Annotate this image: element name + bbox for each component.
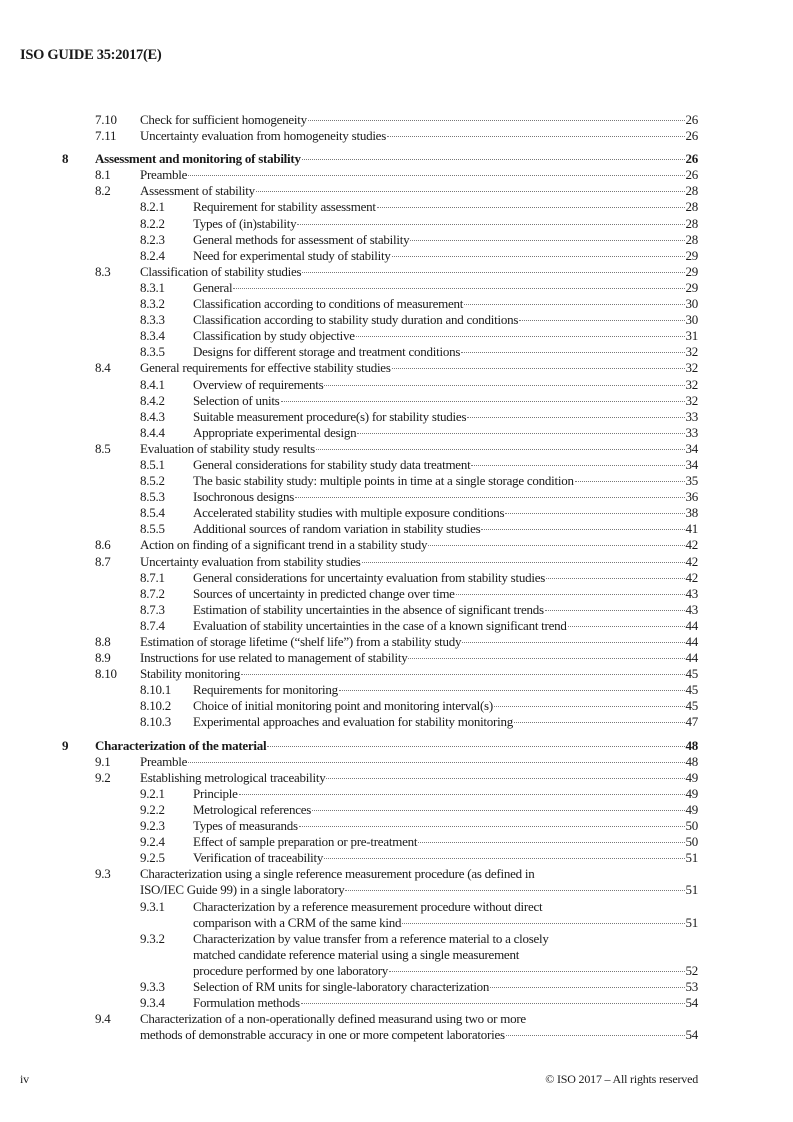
toc-entry[interactable] (0, 344, 793, 360)
toc-entry-number: 8.9 (95, 650, 111, 666)
toc-entry-number: 8.7 (95, 553, 111, 569)
toc-entry-page[interactable]: 29 (685, 279, 698, 295)
toc-entry[interactable] (0, 473, 793, 489)
toc-entry-title[interactable]: matched candidate reference material using a single measurement (193, 946, 520, 962)
toc-entry-page[interactable]: 35 (685, 473, 698, 489)
dot-leader (568, 626, 685, 627)
dot-leader (312, 810, 684, 811)
toc-entry-number: 9.3.3 (140, 978, 165, 994)
toc-entry[interactable] (0, 360, 793, 376)
toc-entry[interactable] (0, 818, 793, 834)
toc-entry-number: 8.3.3 (140, 312, 165, 328)
dot-leader (188, 762, 684, 763)
toc-entry[interactable] (0, 441, 793, 457)
toc-entry-number: 8.5.4 (140, 505, 165, 521)
dot-leader (281, 401, 685, 402)
footer-copyright: © ISO 2017 – All rights reserved (545, 1072, 698, 1086)
dot-leader (241, 674, 684, 675)
toc-entry-title[interactable]: Types of measurands (193, 818, 298, 834)
dot-leader (545, 610, 685, 611)
toc-entry-number: 8.3 (95, 263, 111, 279)
toc-entry-continuation[interactable] (0, 915, 793, 931)
dot-leader (490, 987, 684, 988)
toc-entry-number: 8.5.2 (140, 473, 165, 489)
toc-entry-number: 8.4.3 (140, 408, 165, 424)
toc-entry[interactable] (0, 618, 793, 634)
dot-leader (408, 658, 684, 659)
toc-entry-page[interactable]: 32 (685, 376, 698, 392)
toc-entry[interactable] (0, 216, 793, 232)
toc-entry-number: 8.7.3 (140, 601, 165, 617)
dot-leader (324, 385, 684, 386)
toc-entry-title[interactable]: Assessment and monitoring of stability (95, 151, 301, 167)
toc-entry-title[interactable]: Establishing metrological traceability (140, 769, 326, 785)
toc-entry-page[interactable]: 42 (685, 569, 698, 585)
toc-entry[interactable] (0, 457, 793, 473)
toc-entry-number: 9.1 (95, 753, 111, 769)
toc-entry-title[interactable]: Action on finding of a significant trend in a stability study (140, 537, 428, 553)
toc-entry-title[interactable]: Characterization of the material (95, 737, 267, 753)
dot-leader (494, 706, 685, 707)
toc-entry-page[interactable]: 30 (685, 296, 698, 312)
toc-entry-title[interactable]: Choice of initial monitoring point and monitoring interval(s) (193, 698, 493, 714)
toc-entry-page[interactable]: 44 (685, 617, 698, 633)
toc-entry-number: 9.3.4 (140, 995, 165, 1011)
toc-entry-page[interactable]: 51 (685, 914, 698, 930)
toc-entry-page[interactable]: 47 (685, 714, 698, 730)
dot-leader (428, 545, 684, 546)
dot-leader (356, 336, 685, 337)
toc-entry-page[interactable]: 30 (685, 312, 698, 328)
toc-entry-page[interactable]: 34 (685, 456, 698, 472)
dot-leader (377, 207, 685, 208)
toc-entry-page[interactable]: 32 (685, 360, 698, 376)
toc-entry-number: 9.4 (95, 1011, 111, 1027)
toc-entry-page[interactable]: 54 (685, 995, 698, 1011)
toc-entry-title[interactable]: Preamble (140, 753, 188, 769)
toc-entry-page[interactable]: 32 (685, 344, 698, 360)
toc-entry-title[interactable]: Characterization by value transfer from a reference material to a closely (193, 930, 549, 946)
toc-entry-continuation[interactable] (0, 963, 793, 979)
dot-leader (301, 1003, 685, 1004)
toc-entry[interactable] (0, 570, 793, 586)
toc-entry-page[interactable]: 28 (685, 215, 698, 231)
toc-entry-title[interactable]: Classification of stability studies (140, 263, 302, 279)
dot-leader (299, 826, 685, 827)
toc-entry[interactable] (0, 151, 793, 167)
toc-entry-title[interactable]: General considerations for stability study data treatment (193, 456, 471, 472)
dot-leader (392, 256, 685, 257)
toc-entry-page[interactable]: 34 (685, 440, 698, 456)
toc-entry-number: 8.10.2 (140, 698, 171, 714)
toc-entry-number: 9.2.3 (140, 818, 165, 834)
toc-entry-number: 8.2.3 (140, 231, 165, 247)
toc-entry-page[interactable]: 33 (685, 424, 698, 440)
toc-entry-title[interactable]: Classification according to stability study duration and conditions (193, 312, 519, 328)
toc-entry-title[interactable]: Evaluation of stability study results (140, 440, 315, 456)
toc-entry[interactable] (0, 128, 793, 144)
toc-entry-number: 8.4.1 (140, 376, 165, 392)
toc-entry-title[interactable]: The basic stability study: multiple points in time at a single storage condition (193, 473, 574, 489)
toc-entry-title[interactable]: General requirements for effective stability studies (140, 360, 391, 376)
toc-entry-title[interactable]: Effect of sample preparation or pre-treatment (193, 834, 418, 850)
toc-entry[interactable] (0, 931, 793, 947)
toc-entry-title[interactable]: Classification by study objective (193, 328, 355, 344)
toc-entry-number: 7.11 (95, 128, 117, 144)
dot-leader (295, 497, 684, 498)
toc-entry-number: 8.2.2 (140, 215, 165, 231)
toc-entry[interactable] (0, 682, 793, 698)
toc-entry-page[interactable]: 48 (685, 737, 698, 753)
toc-entry-title[interactable]: Appropriate experimental design (193, 424, 357, 440)
dot-leader (302, 159, 685, 160)
toc-entry-number: 8.2.4 (140, 247, 165, 263)
toc-entry-page[interactable]: 44 (685, 634, 698, 649)
toc-entry-number: 8.7.4 (140, 617, 165, 633)
toc-entry-page[interactable]: 41 (685, 521, 698, 537)
toc-entry-page[interactable]: 28 (685, 199, 698, 215)
toc-entry-page[interactable]: 42 (685, 537, 698, 553)
dot-leader (462, 642, 684, 643)
toc-entry-page[interactable]: 29 (685, 247, 698, 263)
toc-entry[interactable] (0, 489, 793, 505)
toc-entry[interactable] (0, 650, 793, 666)
toc-entry[interactable] (0, 1011, 793, 1027)
toc-entry-number: 8.7.2 (140, 585, 165, 601)
toc-entry-title[interactable]: Designs for different storage and treatment conditions (193, 344, 461, 360)
dot-leader (362, 562, 685, 563)
dot-leader (471, 465, 684, 466)
toc-entry-title[interactable]: Requirement for stability assessment (193, 199, 376, 215)
toc-entry[interactable] (0, 979, 793, 995)
toc-entry-title[interactable]: Experimental approaches and evaluation for stability monitoring (193, 714, 513, 730)
toc-entry-title[interactable]: Preamble (140, 167, 188, 183)
toc-entry-title[interactable]: Accelerated stability studies with multiple exposure conditions (193, 505, 505, 521)
toc-entry[interactable] (0, 714, 793, 730)
toc-entry-number: 8.4.2 (140, 392, 165, 408)
toc-entry[interactable] (0, 754, 793, 770)
toc-entry-page[interactable]: 29 (685, 263, 698, 279)
toc-entry[interactable] (0, 183, 793, 199)
toc-entry-page[interactable]: 43 (685, 585, 698, 601)
document-header-title: ISO GUIDE 35:2017(E) (20, 47, 162, 63)
dot-leader (256, 191, 685, 192)
toc-entry[interactable] (0, 786, 793, 802)
dot-leader (389, 971, 684, 972)
toc-entry-title[interactable]: procedure performed by one laboratory (193, 962, 389, 978)
toc-entry-number: 8.5 (95, 440, 111, 456)
dot-leader (302, 272, 684, 273)
toc-entry-page[interactable]: 26 (685, 112, 698, 127)
toc-entry-number: 8.3.4 (140, 328, 165, 344)
toc-entry-page[interactable]: 38 (685, 505, 698, 521)
toc-entry[interactable] (0, 899, 793, 915)
toc-entry[interactable] (0, 738, 793, 754)
dot-leader (402, 923, 684, 924)
toc-entry-page[interactable]: 50 (685, 834, 698, 850)
toc-entry-title[interactable]: Isochronous designs (193, 489, 295, 505)
dot-leader (387, 136, 684, 137)
toc-entry[interactable] (0, 296, 793, 312)
dot-leader (519, 320, 684, 321)
toc-entry[interactable] (0, 409, 793, 425)
toc-entry-number: 8.5.1 (140, 456, 165, 472)
dot-leader (505, 513, 684, 514)
toc-entry-title[interactable]: Overview of requirements (193, 376, 324, 392)
toc-entry[interactable] (0, 199, 793, 215)
dot-leader (514, 722, 685, 723)
toc-entry[interactable] (0, 280, 793, 296)
toc-entry-number: 8.5.5 (140, 521, 165, 537)
toc-entry-title[interactable]: Additional sources of random variation in stability studies (193, 521, 481, 537)
toc-entry[interactable] (0, 834, 793, 850)
toc-entry-title[interactable]: Characterization using a single reference measurement procedure (as defined in (140, 866, 535, 882)
dot-leader (461, 352, 684, 353)
toc-entry-number: 9.3 (95, 866, 111, 882)
toc-entry-title[interactable]: Selection of RM units for single-laboratory characterization (193, 978, 490, 994)
toc-entry-number: 8.10.1 (140, 682, 171, 698)
toc-entry-title[interactable]: General considerations for uncertainty evaluation from stability studies (193, 569, 546, 585)
toc-entry[interactable] (0, 393, 793, 409)
toc-entry[interactable] (0, 328, 793, 344)
dot-leader (297, 224, 684, 225)
toc-entry-title[interactable]: Verification of traceability (193, 850, 324, 866)
toc-entry-continuation[interactable] (0, 1027, 793, 1043)
toc-entry[interactable] (0, 521, 793, 537)
toc-entry-page[interactable]: 51 (685, 850, 698, 866)
toc-entry-page[interactable]: 44 (685, 650, 698, 666)
toc-entry-title[interactable]: Uncertainty evaluation from stability studies (140, 553, 361, 569)
toc-entry-page[interactable]: 26 (685, 151, 698, 167)
toc-entry-page[interactable]: 53 (685, 978, 698, 994)
toc-entry-title[interactable]: Requirements for monitoring (193, 682, 338, 698)
dot-leader (546, 578, 684, 579)
toc-entry-page[interactable]: 33 (685, 408, 698, 424)
toc-entry-number: 9.2.4 (140, 834, 165, 850)
toc-entry-title[interactable]: Characterization of a non-operationally defined measurand using two or more (140, 1011, 526, 1027)
toc-entry-page[interactable]: 32 (685, 392, 698, 408)
toc-entry[interactable] (0, 505, 793, 521)
toc-entry-title[interactable]: Need for experimental study of stability (193, 247, 391, 263)
toc-entry-page[interactable]: 50 (685, 818, 698, 834)
toc-entry-number: 9.2.2 (140, 801, 165, 817)
toc-entry[interactable] (0, 586, 793, 602)
toc-entry-page[interactable]: 49 (685, 785, 698, 801)
toc-entry[interactable] (0, 264, 793, 280)
toc-entry[interactable] (0, 425, 793, 441)
toc-entry-title[interactable]: Evaluation of stability uncertainties in the case of a known significant trend (193, 617, 567, 633)
toc-entry-page[interactable]: 54 (685, 1027, 698, 1043)
toc-entry[interactable] (0, 554, 793, 570)
toc-entry[interactable] (0, 634, 793, 650)
dot-leader (308, 120, 685, 121)
toc-entry[interactable] (0, 866, 793, 882)
toc-entry-page[interactable]: 42 (685, 553, 698, 569)
dot-leader (267, 746, 684, 747)
toc-entry[interactable] (0, 232, 793, 248)
toc-entry-number: 8.10.3 (140, 714, 171, 730)
toc-entry[interactable] (0, 537, 793, 553)
toc-entry-title[interactable]: comparison with a CRM of the same kind (193, 914, 402, 930)
dot-leader (345, 890, 684, 891)
toc-entry-page[interactable]: 52 (685, 962, 698, 978)
toc-entry-number: 8.4.4 (140, 424, 165, 440)
toc-entry-number: 8.3.5 (140, 344, 165, 360)
dot-leader (575, 481, 685, 482)
dot-leader (188, 175, 684, 176)
toc-entry[interactable] (0, 850, 793, 866)
dot-leader (456, 594, 685, 595)
toc-entry-number: 8.5.3 (140, 489, 165, 505)
toc-entry-title[interactable]: General (193, 279, 233, 295)
toc-entry[interactable] (0, 248, 793, 264)
toc-entry-title[interactable]: Formulation methods (193, 995, 300, 1011)
toc-entry-number: 8 (62, 151, 69, 167)
toc-entry-number: 8.10 (95, 666, 117, 682)
toc-entry[interactable] (0, 698, 793, 714)
toc-entry[interactable] (0, 995, 793, 1011)
toc-entry-continuation[interactable] (0, 947, 793, 963)
dot-leader (326, 778, 684, 779)
toc-entry-page[interactable]: 28 (685, 183, 698, 199)
toc-entry-page[interactable]: 28 (685, 231, 698, 247)
toc-entry[interactable] (0, 377, 793, 393)
dot-leader (506, 1035, 685, 1036)
toc-entry-title[interactable]: Check for sufficient homogeneity (140, 112, 307, 127)
toc-entry[interactable] (0, 312, 793, 328)
toc-entry-title[interactable]: Selection of units (193, 392, 280, 408)
toc-entry-page[interactable]: 31 (685, 328, 698, 344)
dot-leader (467, 417, 684, 418)
toc-entry[interactable] (0, 770, 793, 786)
toc-entry-title[interactable]: Characterization by a reference measurement procedure without direct (193, 898, 543, 914)
footer-page-number: iv (20, 1072, 29, 1086)
toc-entry[interactable] (0, 666, 793, 682)
toc-entry[interactable] (0, 112, 793, 128)
toc-entry-number: 8.2.1 (140, 199, 165, 215)
table-of-contents (0, 112, 793, 1043)
toc-entry-title[interactable]: Assessment of stability (140, 183, 255, 199)
toc-entry[interactable] (0, 602, 793, 618)
toc-entry-page[interactable]: 49 (685, 801, 698, 817)
dot-leader (410, 240, 684, 241)
toc-entry-page[interactable]: 48 (685, 753, 698, 769)
dot-leader (233, 288, 684, 289)
toc-entry-title[interactable]: Stability monitoring (140, 666, 241, 682)
toc-entry-title[interactable]: Types of (in)stability (193, 215, 297, 231)
dot-leader (481, 529, 684, 530)
toc-entry-title[interactable]: Instructions for use related to management of stability (140, 650, 408, 666)
toc-entry-page[interactable]: 26 (685, 128, 698, 144)
dot-leader (339, 690, 685, 691)
toc-entry-title[interactable]: Principle (193, 785, 238, 801)
toc-entry-page[interactable]: 26 (685, 167, 698, 183)
toc-entry-number: 9.3.1 (140, 898, 165, 914)
toc-entry-number: 9 (62, 737, 69, 753)
toc-entry-page[interactable]: 36 (685, 489, 698, 505)
toc-entry-page[interactable]: 49 (685, 769, 698, 785)
toc-entry[interactable] (0, 167, 793, 183)
dot-leader (324, 858, 684, 859)
toc-entry-page[interactable]: 45 (685, 698, 698, 714)
dot-leader (464, 304, 684, 305)
toc-entry-title[interactable]: Metrological references (193, 801, 312, 817)
toc-entry-page[interactable]: 45 (685, 666, 698, 682)
dot-leader (418, 842, 684, 843)
toc-entry-number: 9.2.5 (140, 850, 165, 866)
toc-entry-title[interactable]: Sources of uncertainty in predicted change over time (193, 585, 455, 601)
toc-entry-title[interactable]: General methods for assessment of stability (193, 231, 410, 247)
dot-leader (239, 794, 685, 795)
toc-entry-title[interactable]: Estimation of stability uncertainties in the absence of significant trends (193, 601, 544, 617)
toc-entry-number: 8.4 (95, 360, 111, 376)
toc-entry-page[interactable]: 45 (685, 682, 698, 698)
toc-entry-continuation[interactable] (0, 882, 793, 898)
toc-entry-number: 8.3.2 (140, 296, 165, 312)
toc-entry-title[interactable]: Suitable measurement procedure(s) for stability studies (193, 408, 467, 424)
toc-entry-number: 9.2 (95, 769, 111, 785)
dot-leader (392, 368, 685, 369)
toc-entry-page[interactable]: 43 (685, 601, 698, 617)
toc-entry-title[interactable]: ISO/IEC Guide 99) in a single laboratory (140, 882, 345, 898)
toc-entry-title[interactable]: Uncertainty evaluation from homogeneity studies (140, 128, 387, 144)
toc-entry-number: 8.6 (95, 537, 111, 553)
toc-entry[interactable] (0, 802, 793, 818)
dot-leader (357, 433, 684, 434)
toc-entry-number: 7.10 (95, 112, 117, 127)
toc-entry-number: 8.1 (95, 167, 111, 183)
toc-entry-title[interactable]: methods of demonstrable accuracy in one or more competent laboratories (140, 1027, 505, 1043)
toc-entry-title[interactable]: Estimation of storage lifetime (“shelf life”) from a stability study (140, 634, 462, 649)
toc-entry-number: 9.3.2 (140, 930, 165, 946)
toc-entry-page[interactable]: 51 (685, 882, 698, 898)
toc-entry-number: 8.7.1 (140, 569, 165, 585)
toc-entry-number: 8.3.1 (140, 279, 165, 295)
toc-entry-title[interactable]: Classification according to conditions of measurement (193, 296, 464, 312)
toc-entry-number: 8.2 (95, 183, 111, 199)
dot-leader (316, 449, 685, 450)
toc-entry-number: 9.2.1 (140, 785, 165, 801)
toc-entry-number: 8.8 (95, 634, 111, 649)
